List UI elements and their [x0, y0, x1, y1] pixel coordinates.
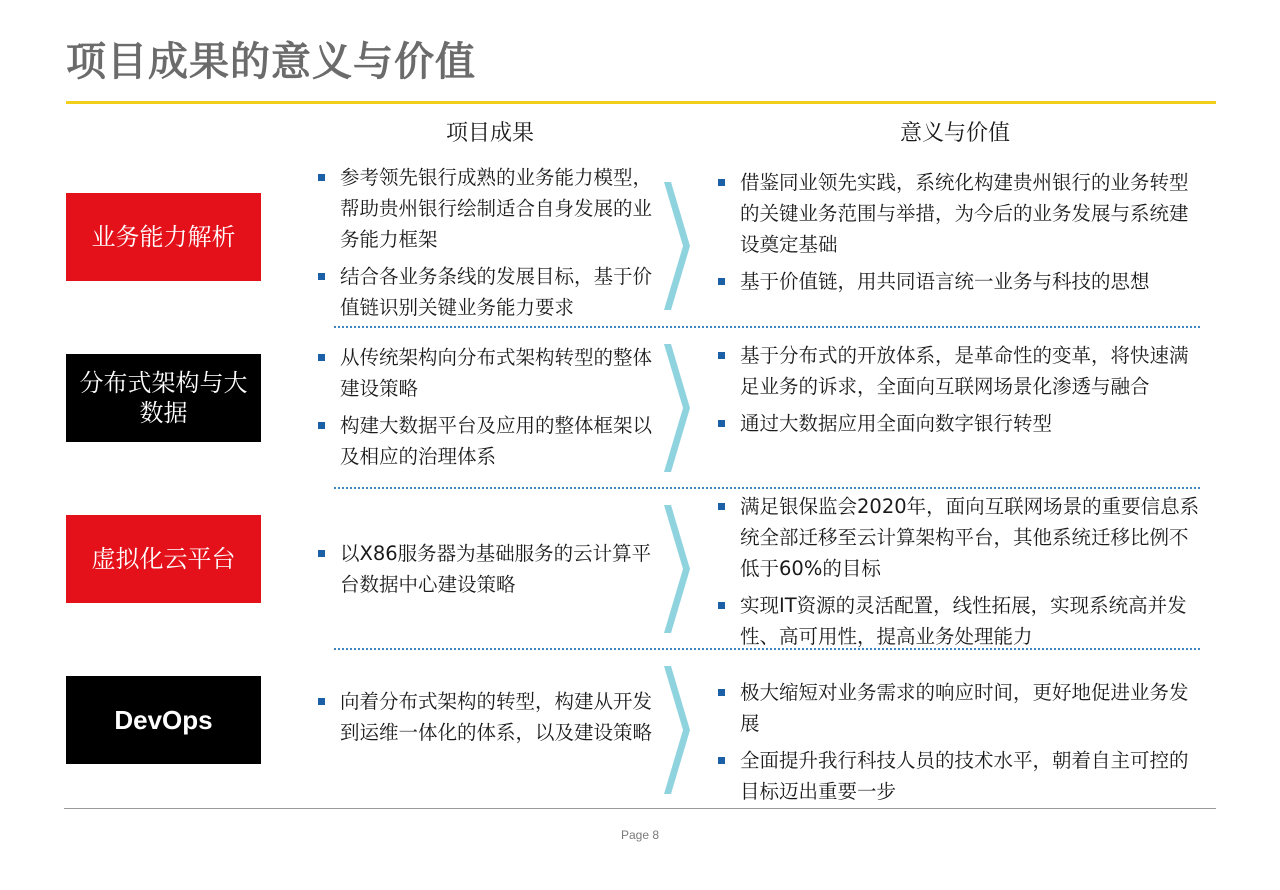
list-item-text: 构建大数据平台及应用的整体框架以及相应的治理体系 — [340, 414, 653, 468]
list-item — [316, 342, 654, 404]
list-item-text: 极大缩短对业务需求的响应时间，更好地促进业务发展 — [740, 681, 1189, 735]
row-3-value-list — [716, 491, 1200, 658]
bullet-square-icon — [318, 174, 325, 181]
page-number: Page 8 — [620, 828, 660, 842]
column-header-results: 项目成果 — [445, 121, 534, 146]
bullet-square-icon — [718, 503, 725, 510]
bullet-square-icon — [718, 757, 725, 764]
list-item — [716, 677, 1200, 739]
list-item-text: 向着分布式架构的转型，构建从开发到运维一体化的体系，以及建设策略 — [340, 690, 653, 744]
row-divider — [334, 648, 1200, 650]
row-label-virtualized-cloud: 虚拟化云平台 — [66, 515, 261, 603]
row-label-distributed-architecture: 分布式架构与大数据 — [66, 354, 261, 442]
row-4-value-list — [716, 677, 1200, 813]
list-item — [316, 686, 654, 748]
bullet-square-icon — [718, 278, 725, 285]
list-item-text: 基于分布式的开放体系，是革命性的变革，将快速满足业务的诉求，全面向互联网场景化渗透与融合 — [740, 344, 1189, 398]
list-item — [716, 266, 1200, 297]
chevron-arrow-icon — [664, 505, 690, 633]
list-item-text: 实现IT资源的灵活配置，线性拓展，实现系统高并发性、高可用性，提高业务处理能力 — [740, 594, 1187, 648]
list-item — [716, 745, 1200, 807]
row-3-results-list — [316, 538, 654, 606]
row-label-devops: DevOps — [66, 676, 261, 764]
column-header-value: 意义与价值 — [899, 121, 1010, 146]
list-item-text: 结合各业务条线的发展目标，基于价值链识别关键业务能力要求 — [340, 265, 653, 319]
list-item — [716, 408, 1200, 439]
list-item — [316, 261, 654, 323]
bullet-square-icon — [718, 352, 725, 359]
list-item-text: 参考领先银行成熟的业务能力模型，帮助贵州银行绘制适合自身发展的业务能力框架 — [340, 166, 653, 251]
list-item-text: 全面提升我行科技人员的技术水平，朝着自主可控的目标迈出重要一步 — [740, 749, 1189, 803]
list-item — [716, 491, 1200, 584]
bullet-square-icon — [718, 602, 725, 609]
list-item-text: 从传统架构向分布式架构转型的整体建设策略 — [340, 346, 653, 400]
list-item — [716, 340, 1200, 402]
list-item — [716, 590, 1200, 652]
chevron-arrow-icon — [664, 344, 690, 472]
list-item-text: 借鉴同业领先实践，系统化构建贵州银行的业务转型的关键业务范围与举措，为今后的业务发展与系统建设奠定基础 — [740, 171, 1189, 256]
page-title: 项目成果的意义与价值 — [66, 39, 476, 85]
list-item-text: 满足银保监会2020年，面向互联网场景的重要信息系统全部迁移至云计算架构平台，其他系统迁移比例不低于60%的目标 — [740, 495, 1200, 580]
bullet-square-icon — [318, 698, 325, 705]
row-label-business-capability: 业务能力解析 — [66, 193, 261, 281]
row-2-value-list — [716, 340, 1200, 445]
bullet-square-icon — [718, 179, 725, 186]
chevron-arrow-icon — [664, 666, 690, 794]
bullet-square-icon — [318, 354, 325, 361]
bullet-square-icon — [718, 420, 725, 427]
bullet-square-icon — [318, 550, 325, 557]
list-item-text: 以X86服务器为基础服务的云计算平台数据中心建设策略 — [340, 542, 652, 596]
list-item — [316, 410, 654, 472]
list-item — [316, 162, 654, 255]
row-divider — [334, 487, 1200, 489]
row-4-results-list — [316, 686, 654, 754]
row-1-results-list — [316, 162, 654, 329]
title-underline — [66, 101, 1216, 104]
row-2-results-list — [316, 342, 654, 478]
row-1-value-list — [716, 167, 1200, 303]
list-item-text: 通过大数据应用全面向数字银行转型 — [740, 412, 1053, 435]
bullet-square-icon — [718, 689, 725, 696]
footer-rule — [64, 808, 1216, 809]
list-item-text: 基于价值链，用共同语言统一业务与科技的思想 — [740, 270, 1150, 293]
list-item — [716, 167, 1200, 260]
bullet-square-icon — [318, 422, 325, 429]
chevron-arrow-icon — [664, 182, 690, 310]
bullet-square-icon — [318, 273, 325, 280]
row-divider — [334, 326, 1200, 328]
list-item — [316, 538, 654, 600]
